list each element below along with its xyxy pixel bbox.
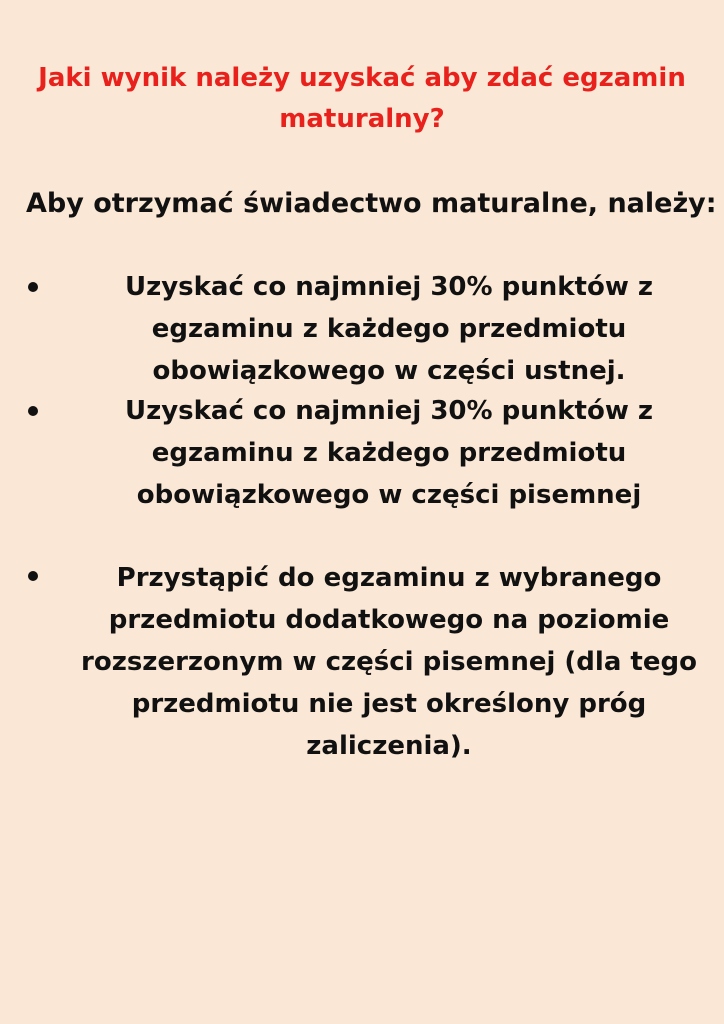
bullet-icon (28, 406, 38, 416)
page-title: Jaki wynik należy uzyskać aby zdać egzamin maturalny? (38, 63, 686, 134)
list-item-text: Przystąpić do egzaminu z wybranego przedmiotu dodatkowego na poziomie rozszerzonym w części pisemnej (dla tego przedmiotu nie jest określony próg zaliczenia). (81, 563, 697, 761)
bullet-icon (28, 282, 38, 292)
bullet-icon (28, 571, 38, 581)
list-item-text: Uzyskać co najmniej 30% punktów z egzaminu z każdego przedmiotu obowiązkowego w części pisemnej (124, 396, 654, 510)
list-item-text: Uzyskać co najmniej 30% punktów z egzaminu z każdego przedmiotu obowiązkowego w części ustnej. (124, 272, 654, 386)
intro-text: Aby otrzymać świadectwo maturalne, należy: (26, 188, 717, 219)
